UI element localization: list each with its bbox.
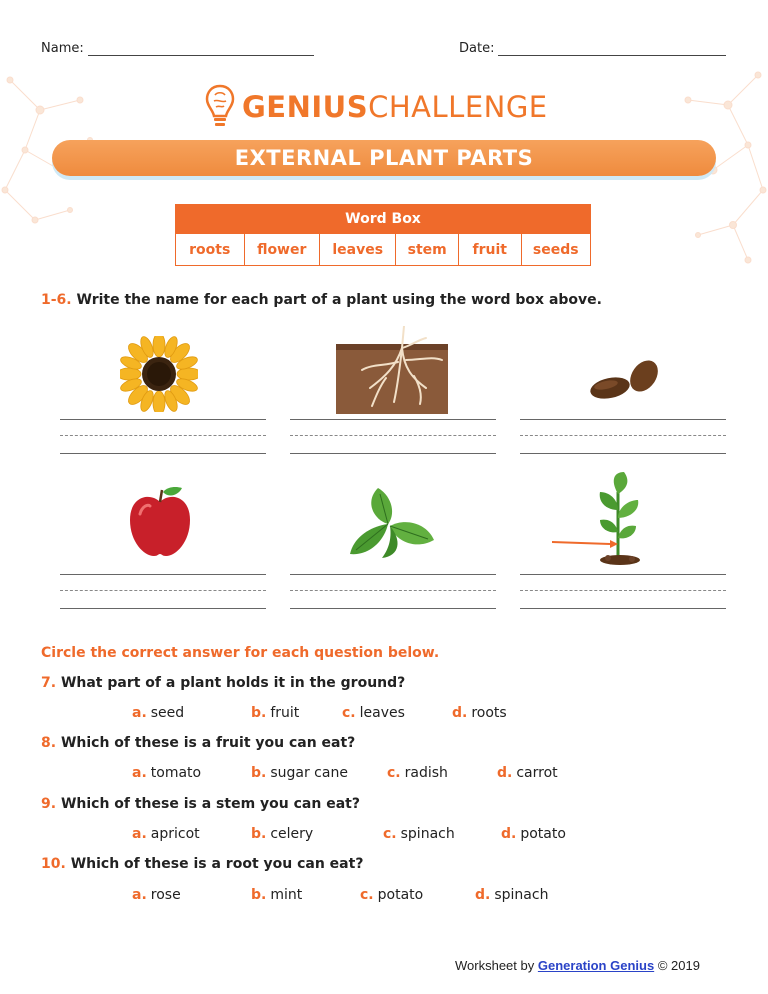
sunflower-image (120, 336, 198, 412)
option-text: leaves (359, 705, 405, 721)
option-letter: b. (251, 705, 267, 721)
option-10c[interactable] (360, 887, 423, 903)
question-number: 10. (41, 856, 66, 872)
date-field[interactable] (459, 41, 726, 56)
option-text: potato (520, 826, 566, 842)
option-text: potato (377, 887, 424, 903)
word-box-cell: seeds (532, 241, 579, 258)
option-8b[interactable] (251, 765, 348, 781)
footer (455, 958, 700, 973)
title-banner (52, 140, 716, 176)
seedling-stem-image (552, 470, 662, 566)
question-text: Which of these is a fruit you can eat? (60, 735, 356, 751)
option-9b[interactable] (251, 826, 313, 842)
option-text: apricot (150, 826, 200, 842)
option-letter: c. (383, 826, 397, 842)
answer-line-4[interactable] (60, 574, 266, 609)
name-line[interactable] (88, 41, 314, 56)
word-box (175, 204, 591, 266)
word-box-heading: Word Box (176, 205, 590, 234)
date-label: Date: (459, 41, 495, 56)
question-7 (41, 675, 405, 691)
option-9c[interactable] (383, 826, 455, 842)
part1-instruction (41, 292, 602, 308)
option-9a[interactable] (132, 826, 200, 842)
question-number: 8. (41, 735, 57, 751)
option-letter: c. (342, 705, 356, 721)
page-title: EXTERNAL PLANT PARTS (234, 146, 534, 170)
question-text: Which of these is a stem you can eat? (60, 796, 360, 812)
answer-line-2[interactable] (290, 419, 496, 454)
option-7d[interactable] (452, 705, 507, 721)
option-letter: d. (497, 765, 513, 781)
option-letter: a. (132, 826, 147, 842)
logo-bold-text: GENIUS (242, 90, 369, 124)
word-box-cell: stem (396, 234, 459, 265)
option-letter: c. (360, 887, 374, 903)
option-letter: a. (132, 887, 147, 903)
option-10d[interactable] (475, 887, 548, 903)
option-letter: c. (387, 765, 401, 781)
answer-line-3[interactable] (520, 419, 726, 454)
answer-line-1[interactable] (60, 419, 266, 454)
word-box-cell: fruit (459, 234, 522, 265)
option-8c[interactable] (387, 765, 448, 781)
lightbulb-brain-icon (204, 83, 236, 131)
option-letter: b. (251, 826, 267, 842)
roots-in-soil-image (336, 326, 448, 414)
option-letter: b. (251, 887, 267, 903)
word-box-row (176, 234, 590, 265)
option-text: spinach (494, 887, 549, 903)
part2-instruction: Circle the correct answer for each question below. (41, 645, 440, 661)
word-box-cell: leaves (320, 234, 396, 265)
footer-prefix: Worksheet by (455, 958, 535, 973)
generation-genius-link[interactable]: Generation Genius (537, 958, 655, 973)
question-10 (41, 856, 363, 872)
option-letter: a. (132, 765, 147, 781)
option-letter: a. (132, 705, 147, 721)
option-letter: d. (475, 887, 491, 903)
part1-number: 1-6. (41, 292, 72, 308)
name-field[interactable] (41, 41, 314, 56)
option-text: roots (471, 705, 507, 721)
question-text: What part of a plant holds it in the ground? (60, 675, 406, 691)
option-text: sugar cane (270, 765, 348, 781)
option-10a[interactable] (132, 887, 181, 903)
option-text: tomato (150, 765, 202, 781)
option-8d[interactable] (497, 765, 558, 781)
option-7a[interactable] (132, 705, 184, 721)
answer-line-6[interactable] (520, 574, 726, 609)
part1-text: Write the name for each part of a plant using the word box above. (76, 292, 602, 308)
question-number: 7. (41, 675, 57, 691)
question-text: Which of these is a root you can eat? (70, 856, 364, 872)
genius-challenge-logo (204, 82, 548, 132)
option-7c[interactable] (342, 705, 405, 721)
name-label: Name: (41, 41, 84, 56)
word-box-cell: roots (176, 234, 245, 265)
footer-suffix: © 2019 (657, 958, 700, 973)
logo-thin-text: CHALLENGE (368, 90, 548, 124)
option-text: radish (404, 765, 448, 781)
option-10b[interactable] (251, 887, 302, 903)
question-8 (41, 735, 355, 751)
question-9 (41, 796, 360, 812)
answer-line-5[interactable] (290, 574, 496, 609)
leaves-image (344, 484, 436, 560)
option-letter: b. (251, 765, 267, 781)
option-letter: d. (452, 705, 468, 721)
apple-image (128, 484, 192, 558)
option-text: seed (150, 705, 185, 721)
option-text: rose (150, 887, 181, 903)
question-number: 9. (41, 796, 57, 812)
option-text: spinach (400, 826, 455, 842)
option-text: celery (270, 826, 314, 842)
option-text: fruit (270, 705, 300, 721)
option-text: mint (270, 887, 303, 903)
option-text: carrot (516, 765, 558, 781)
option-8a[interactable] (132, 765, 201, 781)
option-7b[interactable] (251, 705, 299, 721)
option-9d[interactable] (501, 826, 566, 842)
word-box-cell: flower (245, 234, 320, 265)
date-line[interactable] (498, 41, 726, 56)
seeds-image (586, 358, 668, 402)
option-letter: d. (501, 826, 517, 842)
